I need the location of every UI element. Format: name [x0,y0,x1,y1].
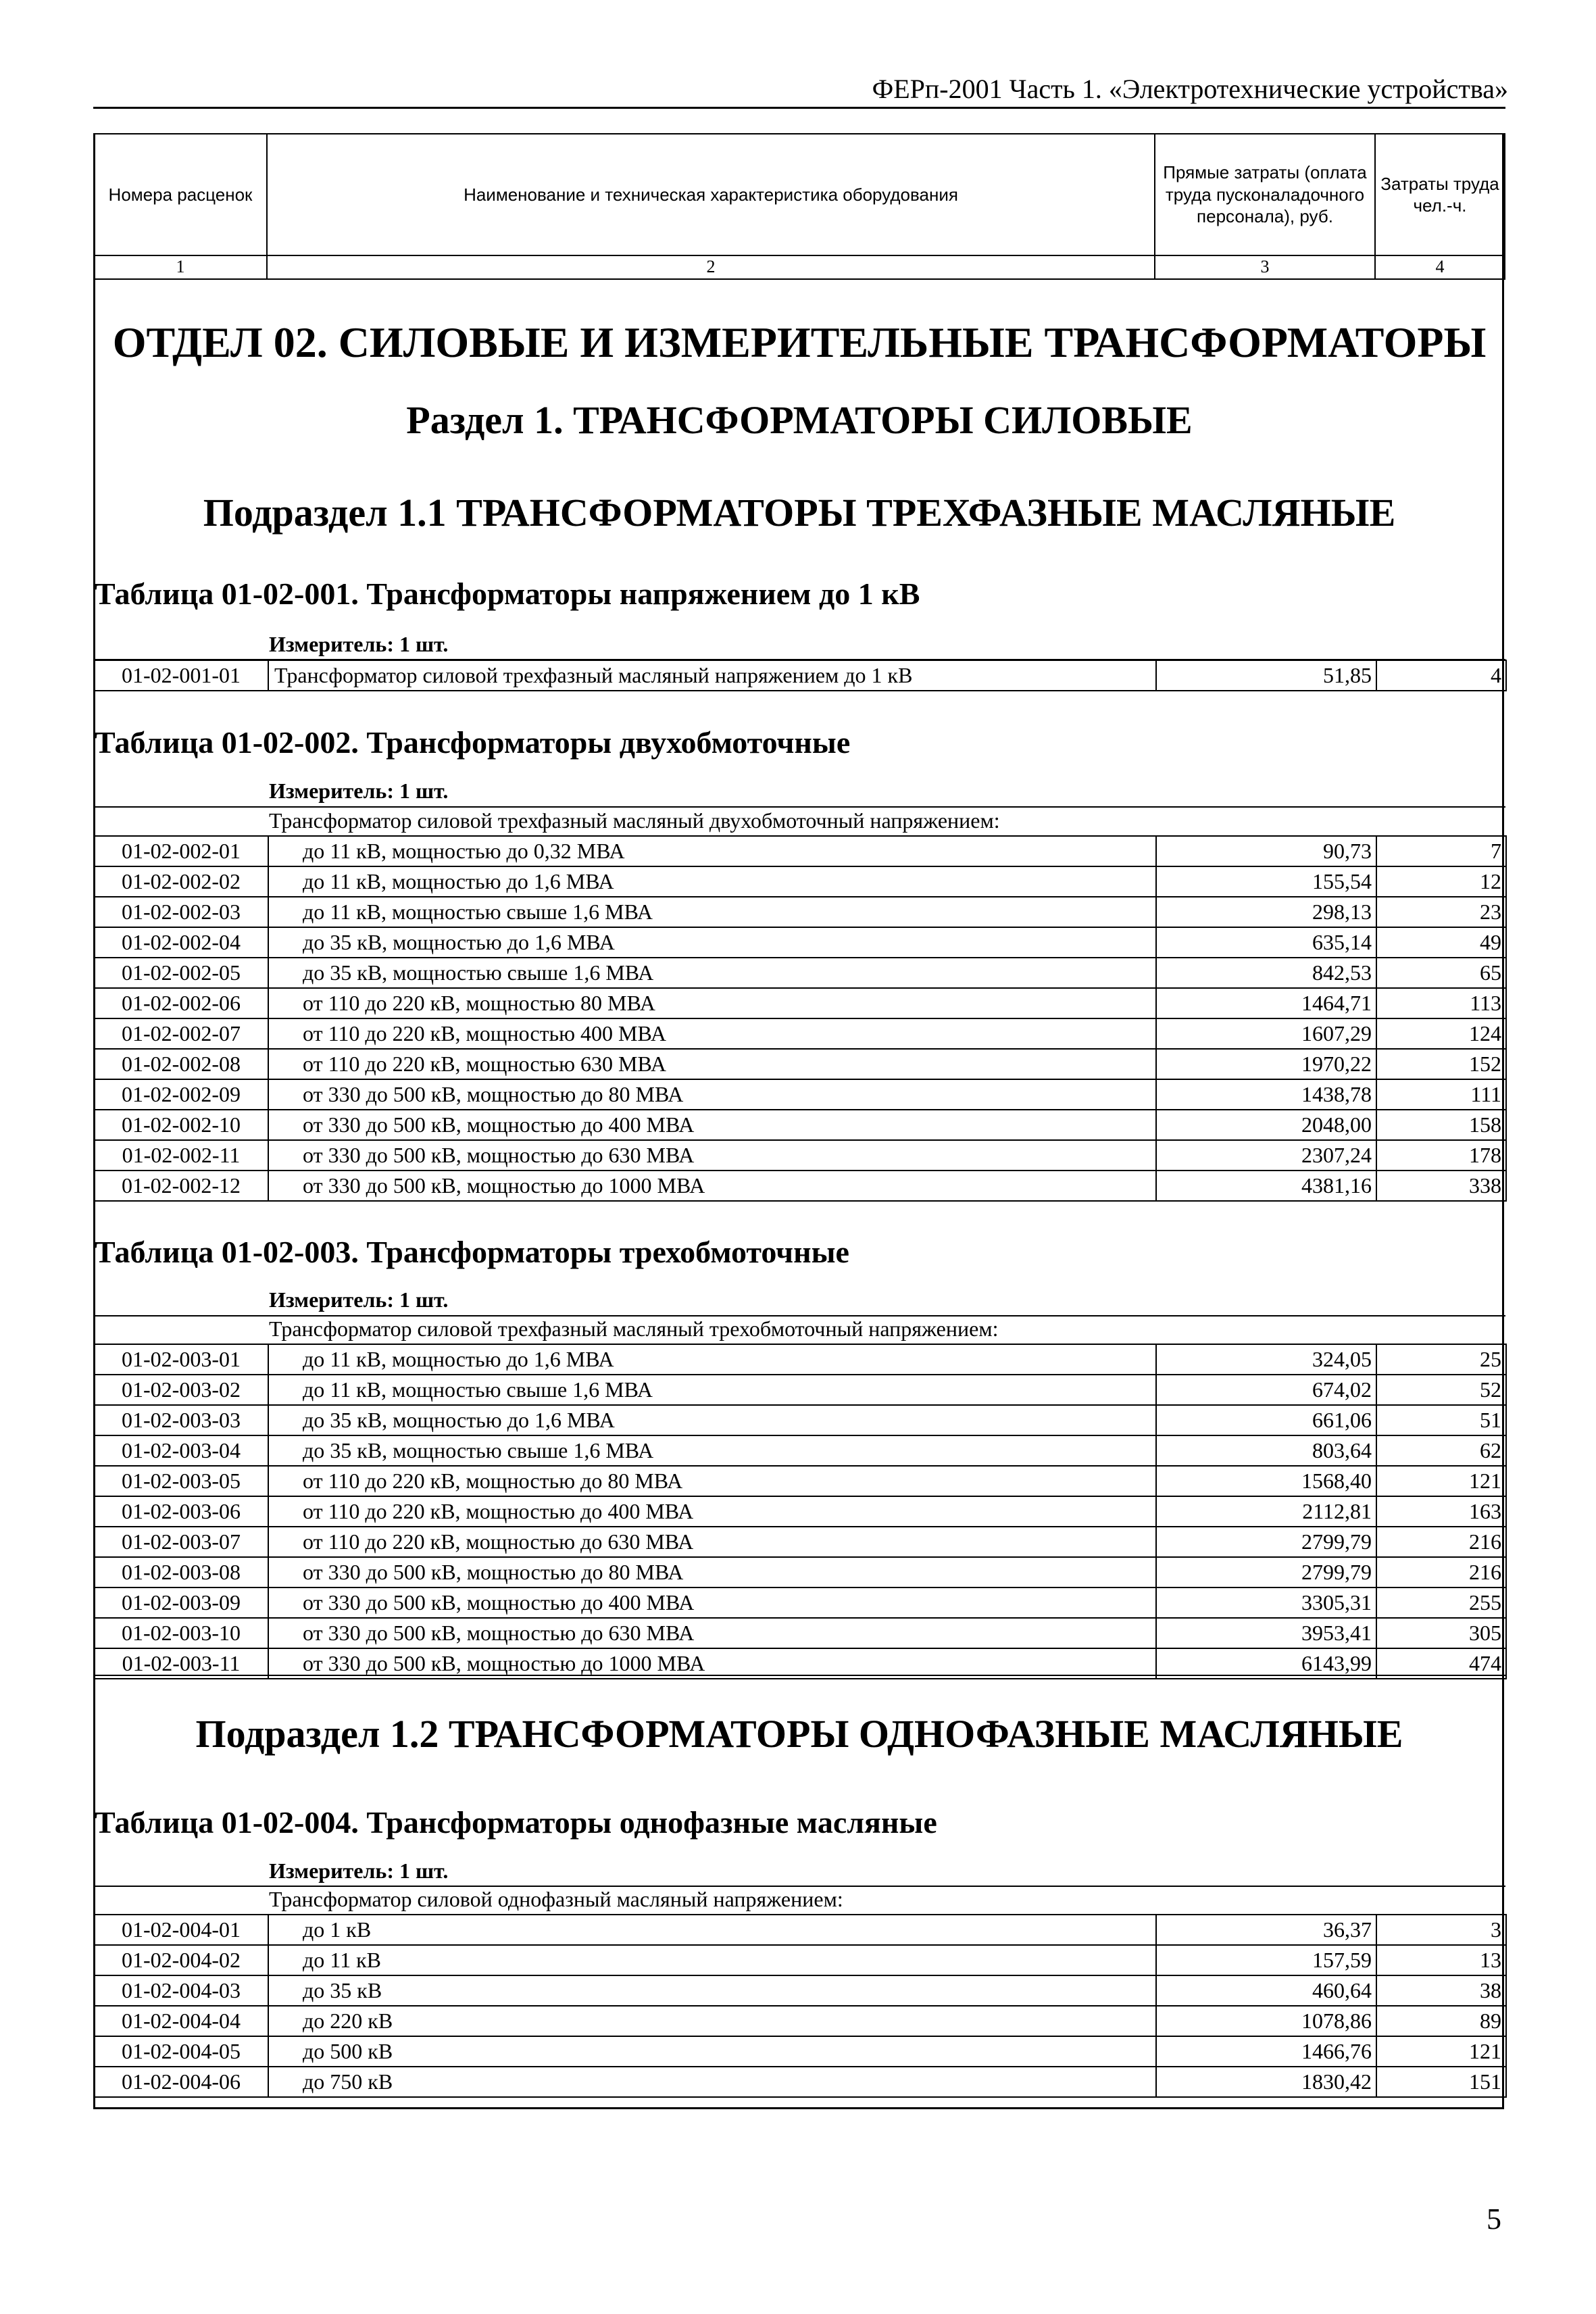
rate-description: от 330 до 500 кВ, мощностью до 1000 МВА [268,1171,1156,1201]
rate-code: 01-02-003-02 [94,1375,268,1405]
table-row [94,1171,1506,1201]
rate-labor: 65 [1376,958,1506,988]
rate-labor: 113 [1376,988,1506,1018]
rate-labor: 178 [1376,1140,1506,1171]
running-header: ФЕРп-2001 Часть 1. «Электротехнические устройства» [872,74,1508,104]
rate-cost: 1830,42 [1156,2067,1376,2097]
column-number: 2 [267,255,1155,279]
rate-code: 01-02-003-04 [94,1435,268,1466]
rate-labor: 121 [1376,2036,1506,2067]
table-row [94,1557,1506,1587]
rate-code: 01-02-002-06 [94,988,268,1018]
rate-code: 01-02-001-01 [94,660,268,691]
rate-cost: 2307,24 [1156,1140,1376,1171]
rate-labor: 12 [1376,866,1506,897]
rate-code: 01-02-004-03 [94,1975,268,2006]
rate-cost: 324,05 [1156,1344,1376,1375]
rate-code: 01-02-002-05 [94,958,268,988]
rate-code: 01-02-003-07 [94,1527,268,1557]
rate-code: 01-02-002-12 [94,1171,268,1201]
table-row [94,897,1506,927]
rate-cost: 36,37 [1156,1915,1376,1945]
rate-cost: 1438,78 [1156,1079,1376,1110]
rate-description: до 750 кВ [268,2067,1156,2097]
rate-labor: 111 [1376,1079,1506,1110]
rate-labor: 158 [1376,1110,1506,1140]
table-row [94,1496,1506,1527]
rate-code: 01-02-003-05 [94,1466,268,1496]
group-label: Трансформатор силовой однофазный масляный напряжением: [269,1887,843,1911]
section-rule [93,1675,1505,1676]
rate-cost: 3305,31 [1156,1587,1376,1618]
table-rule [93,806,1505,808]
rate-code: 01-02-003-09 [94,1587,268,1618]
subsection-title: Подраздел 1.1 ТРАНСФОРМАТОРЫ ТРЕХФАЗНЫЕ МАСЛЯНЫЕ [203,491,1396,535]
table-row [94,1945,1506,1975]
rate-description: до 35 кВ, мощностью свыше 1,6 МВА [268,958,1156,988]
rate-description: от 330 до 500 кВ, мощностью до 80 МВА [268,1079,1156,1110]
rates-body [94,836,1506,1201]
rate-description: от 110 до 220 кВ, мощностью 630 МВА [268,1049,1156,1079]
rate-labor: 216 [1376,1557,1506,1587]
rate-description: от 110 до 220 кВ, мощностью до 400 МВА [268,1496,1156,1527]
rate-cost: 674,02 [1156,1375,1376,1405]
rate-code: 01-02-004-01 [94,1915,268,1945]
measure-label: Измеритель: 1 шт. [269,1287,449,1312]
rate-labor: 13 [1376,1945,1506,1975]
rate-code: 01-02-003-10 [94,1618,268,1648]
table-row [94,958,1506,988]
rate-cost: 1466,76 [1156,2036,1376,2067]
table-row [94,1527,1506,1557]
table-row [94,2006,1506,2036]
rate-cost: 51,85 [1156,660,1376,691]
rate-description: от 330 до 500 кВ, мощностью до 1000 МВА [268,1648,1156,1679]
rate-description: до 11 кВ, мощностью до 1,6 МВА [268,866,1156,897]
table-row [94,660,1506,691]
rate-cost: 155,54 [1156,866,1376,897]
column-number: 3 [1155,255,1375,279]
rate-labor: 49 [1376,927,1506,958]
rate-cost: 2799,79 [1156,1527,1376,1557]
table-caption: Таблица 01-02-004. Трансформаторы однофазные масляные [95,1805,937,1840]
rate-cost: 803,64 [1156,1435,1376,1466]
rate-cost: 3953,41 [1156,1618,1376,1648]
rate-description: до 1 кВ [268,1915,1156,1945]
rate-code: 01-02-002-10 [94,1110,268,1140]
rate-labor: 4 [1376,660,1506,691]
group-label: Трансформатор силовой трехфазный масляный трехобмоточный напряжением: [269,1316,999,1341]
rate-code: 01-02-002-07 [94,1018,268,1049]
rate-code: 01-02-003-11 [94,1648,268,1679]
rate-code: 01-02-002-03 [94,897,268,927]
group-label: Трансформатор силовой трехфазный масляный двухобмоточный напряжением: [269,808,1000,833]
rate-description: до 11 кВ, мощностью свыше 1,6 МВА [268,897,1156,927]
rate-cost: 1607,29 [1156,1018,1376,1049]
rate-code: 01-02-002-08 [94,1049,268,1079]
table-row [94,1466,1506,1496]
table-row [94,1140,1506,1171]
rate-labor: 163 [1376,1496,1506,1527]
column-header-name: Наименование и техническая характеристика оборудования [267,134,1155,255]
rate-description: до 11 кВ, мощностью до 1,6 МВА [268,1344,1156,1375]
rate-cost: 1970,22 [1156,1049,1376,1079]
rate-cost: 460,64 [1156,1975,1376,2006]
rate-labor: 151 [1376,2067,1506,2097]
rate-description: до 35 кВ, мощностью свыше 1,6 МВА [268,1435,1156,1466]
table-row [94,1975,1506,2006]
subsection-title: Подраздел 1.2 ТРАНСФОРМАТОРЫ ОДНОФАЗНЫЕ МАСЛЯНЫЕ [195,1712,1403,1756]
rate-cost: 90,73 [1156,836,1376,866]
rate-description: до 35 кВ, мощностью до 1,6 МВА [268,1405,1156,1435]
rate-labor: 255 [1376,1587,1506,1618]
rate-description: до 11 кВ, мощностью свыше 1,6 МВА [268,1375,1156,1405]
header-rule [93,107,1505,109]
rate-labor: 52 [1376,1375,1506,1405]
rate-cost: 6143,99 [1156,1648,1376,1679]
section-title: Раздел 1. ТРАНСФОРМАТОРЫ СИЛОВЫЕ [406,398,1193,442]
table-row [94,1375,1506,1405]
rate-description: до 220 кВ [268,2006,1156,2036]
rate-description: до 35 кВ [268,1975,1156,2006]
rate-labor: 338 [1376,1171,1506,1201]
measure-label: Измеритель: 1 шт. [269,632,449,656]
rate-labor: 124 [1376,1018,1506,1049]
rate-code: 01-02-003-03 [94,1405,268,1435]
rate-description: от 110 до 220 кВ, мощностью до 80 МВА [268,1466,1156,1496]
rate-cost: 842,53 [1156,958,1376,988]
rates-table [93,835,1507,1202]
table-row [94,1079,1506,1110]
table-caption: Таблица 01-02-002. Трансформаторы двухобмоточные [95,725,851,760]
table-row [94,836,1506,866]
rate-cost: 4381,16 [1156,1171,1376,1201]
rate-labor: 121 [1376,1466,1506,1496]
column-header-table [93,133,1505,280]
rate-labor: 62 [1376,1435,1506,1466]
rate-cost: 157,59 [1156,1945,1376,1975]
rate-code: 01-02-003-08 [94,1557,268,1587]
rate-labor: 7 [1376,836,1506,866]
rate-cost: 2048,00 [1156,1110,1376,1140]
column-header-codes: Номера расценок [94,134,267,255]
rate-cost: 1078,86 [1156,2006,1376,2036]
rate-cost: 1568,40 [1156,1466,1376,1496]
rate-description: от 330 до 500 кВ, мощностью до 630 МВА [268,1618,1156,1648]
rate-code: 01-02-002-02 [94,866,268,897]
rate-description: от 110 до 220 кВ, мощностью 400 МВА [268,1018,1156,1049]
rate-code: 01-02-004-06 [94,2067,268,2097]
column-number: 4 [1375,255,1505,279]
table-row [94,1618,1506,1648]
rate-code: 01-02-004-05 [94,2036,268,2067]
rate-code: 01-02-003-06 [94,1496,268,1527]
rate-code: 01-02-002-04 [94,927,268,958]
table-row [94,1405,1506,1435]
rate-labor: 216 [1376,1527,1506,1557]
table-row [94,1344,1506,1375]
rates-body [94,1344,1506,1679]
rate-description: до 11 кВ [268,1945,1156,1975]
table-row [94,1049,1506,1079]
table-row [94,1018,1506,1049]
rate-cost: 2112,81 [1156,1496,1376,1527]
rate-labor: 474 [1376,1648,1506,1679]
table-caption: Таблица 01-02-003. Трансформаторы трехобмоточные [95,1235,849,1269]
table-row [94,927,1506,958]
rate-description: от 330 до 500 кВ, мощностью до 80 МВА [268,1557,1156,1587]
rate-description: от 110 до 220 кВ, мощностью до 630 МВА [268,1527,1156,1557]
rate-labor: 23 [1376,897,1506,927]
rate-labor: 152 [1376,1049,1506,1079]
rate-cost: 298,13 [1156,897,1376,927]
rate-code: 01-02-002-09 [94,1079,268,1110]
rate-description: от 110 до 220 кВ, мощностью 80 МВА [268,988,1156,1018]
rate-labor: 305 [1376,1618,1506,1648]
rates-table [93,660,1507,691]
department-title: ОТДЕЛ 02. СИЛОВЫЕ И ИЗМЕРИТЕЛЬНЫЕ ТРАНСФОРМАТОРЫ [112,318,1487,366]
rate-cost: 635,14 [1156,927,1376,958]
rate-description: до 35 кВ, мощностью до 1,6 МВА [268,927,1156,958]
page-number: 5 [1487,2202,1501,2236]
rates-body [94,1915,1506,2097]
rate-code: 01-02-002-11 [94,1140,268,1171]
rate-code: 01-02-003-01 [94,1344,268,1375]
rate-description: от 330 до 500 кВ, мощностью до 630 МВА [268,1140,1156,1171]
column-header-costs: Прямые затраты (оплата труда пусконаладочного персонала), руб. [1155,134,1375,255]
column-number: 1 [94,255,267,279]
table-row [94,1915,1506,1945]
rate-labor: 38 [1376,1975,1506,2006]
rate-labor: 25 [1376,1344,1506,1375]
table-row [94,1110,1506,1140]
rate-description: до 11 кВ, мощностью до 0,32 МВА [268,836,1156,866]
rate-labor: 51 [1376,1405,1506,1435]
table-caption: Таблица 01-02-001. Трансформаторы напряжением до 1 кВ [95,576,920,611]
rates-table [93,1344,1507,1679]
table-row [94,988,1506,1018]
rate-description: Трансформатор силовой трехфазный масляный напряжением до 1 кВ [268,660,1156,691]
table-row [94,866,1506,897]
rate-description: от 330 до 500 кВ, мощностью до 400 МВА [268,1110,1156,1140]
column-header-labor: Затраты труда чел.-ч. [1375,134,1505,255]
rate-cost: 1464,71 [1156,988,1376,1018]
rate-code: 01-02-004-02 [94,1945,268,1975]
measure-label: Измеритель: 1 шт. [269,1858,449,1883]
rate-description: от 330 до 500 кВ, мощностью до 400 МВА [268,1587,1156,1618]
table-row [94,1587,1506,1618]
rate-code: 01-02-002-01 [94,836,268,866]
rate-cost: 661,06 [1156,1405,1376,1435]
rates-table [93,1914,1507,2098]
measure-label: Измеритель: 1 шт. [269,779,449,803]
rate-labor: 3 [1376,1915,1506,1945]
table-row [94,2067,1506,2097]
rate-description: до 500 кВ [268,2036,1156,2067]
rate-code: 01-02-004-04 [94,2006,268,2036]
table-row [94,1435,1506,1466]
rate-cost: 2799,79 [1156,1557,1376,1587]
rate-labor: 89 [1376,2006,1506,2036]
table-row [94,2036,1506,2067]
